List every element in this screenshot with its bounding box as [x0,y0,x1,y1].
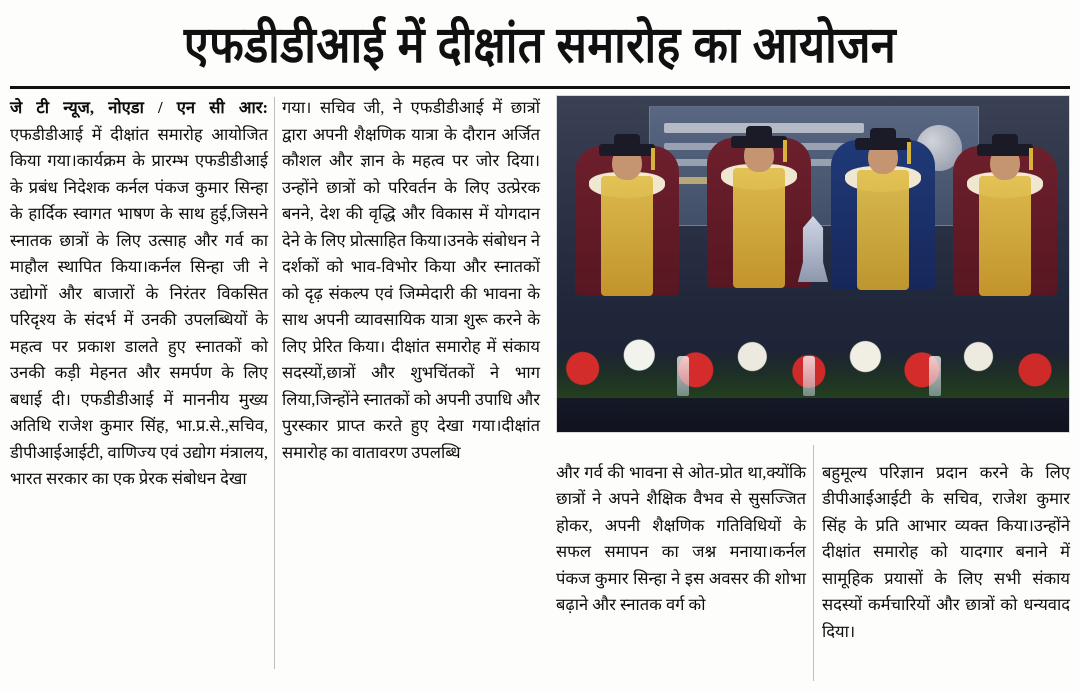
article-column-3 [556,443,806,635]
page-title: एफडीडीआई में दीक्षांत समारोह का आयोजन [183,16,897,74]
byline: जे टी न्यूज, नोएडा / एन सी आर: [10,98,268,117]
article-body [10,95,1070,685]
water-bottle-icon [677,356,689,396]
column-3-text: और गर्व की भावना से ओत-प्रोत था,क्योंकि छात्रों ने अपने शैक्षिक वैभव से सुसज्जित होकर, अपनी शैक्षणिक गतिविधियों के सफल समापन का जश्न मनाया।कर्नल पंकज कुमार सिन्हा ने इस अवसर की शोभा बढ़ाने और स्नातक वर्ग को [556,462,806,614]
person-3-chief-guest [831,140,935,346]
column-4-text: बहुमूल्य परिज्ञान प्रदान करने के लिए डीपीआईआईटी के सचिव, राजेश कुमार सिंह के प्रति आभार व्यक्त किया।उन्होंने दीक्षांत समारोह को यादगार बनाने में सामूहिक प्रयासों के लिए सभी संकाय सदस्यों कर्मचारियों और छात्रों को धन्यवाद दिया। [822,462,1070,641]
column-divider-2 [813,445,814,681]
person-2 [707,138,811,346]
person-4 [953,146,1057,346]
convocation-photo [556,95,1070,433]
water-bottle-icon [803,356,815,396]
article-column-4 [822,443,1070,662]
headline-divider [10,86,1070,89]
article-column-1 [10,95,268,493]
water-bottle-icon [929,356,941,396]
column-1-text: एफडीडीआई में दीक्षांत समारोह आयोजित किया गया।कार्यक्रम के प्रारम्भ एफडीडीआई के प्रबंध निदेशक कर्नल पंकज कुमार सिन्हा के हार्दिक स्वागत भाषण के साथ हुई,जिसने स्नातक छात्रों के लिए उत्साह और गर्व का माहौल स्थापित किया।कर्नल सिन्हा जी ने उद्योगों और बाजारों के निरंतर विकसित परिदृश्य के संदर्भ में उनकी उपलब्धियों के महत्व पर प्रकाश डालते हुए स्नातकों को उनकी कड़ी मेहनत और समर्पण के लिए बधाई दी। एफडीडीआई में माननीय मुख्य अतिथि राजेश कुमार सिंह, भा.प्र.से.,सचिव, डीपीआईआईटी, वाणिज्य एवं उद्योग मंत्रालय, भारत सरकार का एक प्रेरक संबोधन देखा [10,124,268,488]
column-2-text: गया। सचिव जी, ने एफडीडीआई में छात्रों द्वारा अपनी शैक्षणिक यात्रा के दौरान अर्जित कौशल और ज्ञान के महत्व पर जोर दिया। उन्होंने छात्रों को परिवर्तन के लिए उत्प्रेरक बनने, देश की वृद्धि और विकास में योगदान देने के लिए प्रोत्साहित किया।उनके संबोधन ने दर्शकों को भाव-विभोर किया और स्नातकों को दृढ़ संकल्प एवं जिम्मेदारी की भावना के साथ अपनी व्यावसायिक यात्रा शुरू करने के लिए प्रेरित किया। दीक्षांत समारोह में संकाय सदस्यों,छात्रों और शुभचिंतकों ने भाग लिया,जिन्होंने स्नातकों को अपनी उपाधि और पुरस्कार प्राप्त करते हुए देखा गया।दीक्षांत समारोह का वातावरण उपलब्धि [282,98,540,462]
article-column-2 [282,95,540,466]
person-1 [575,146,679,346]
column-divider-1 [274,97,275,669]
headline-container [0,6,1080,84]
